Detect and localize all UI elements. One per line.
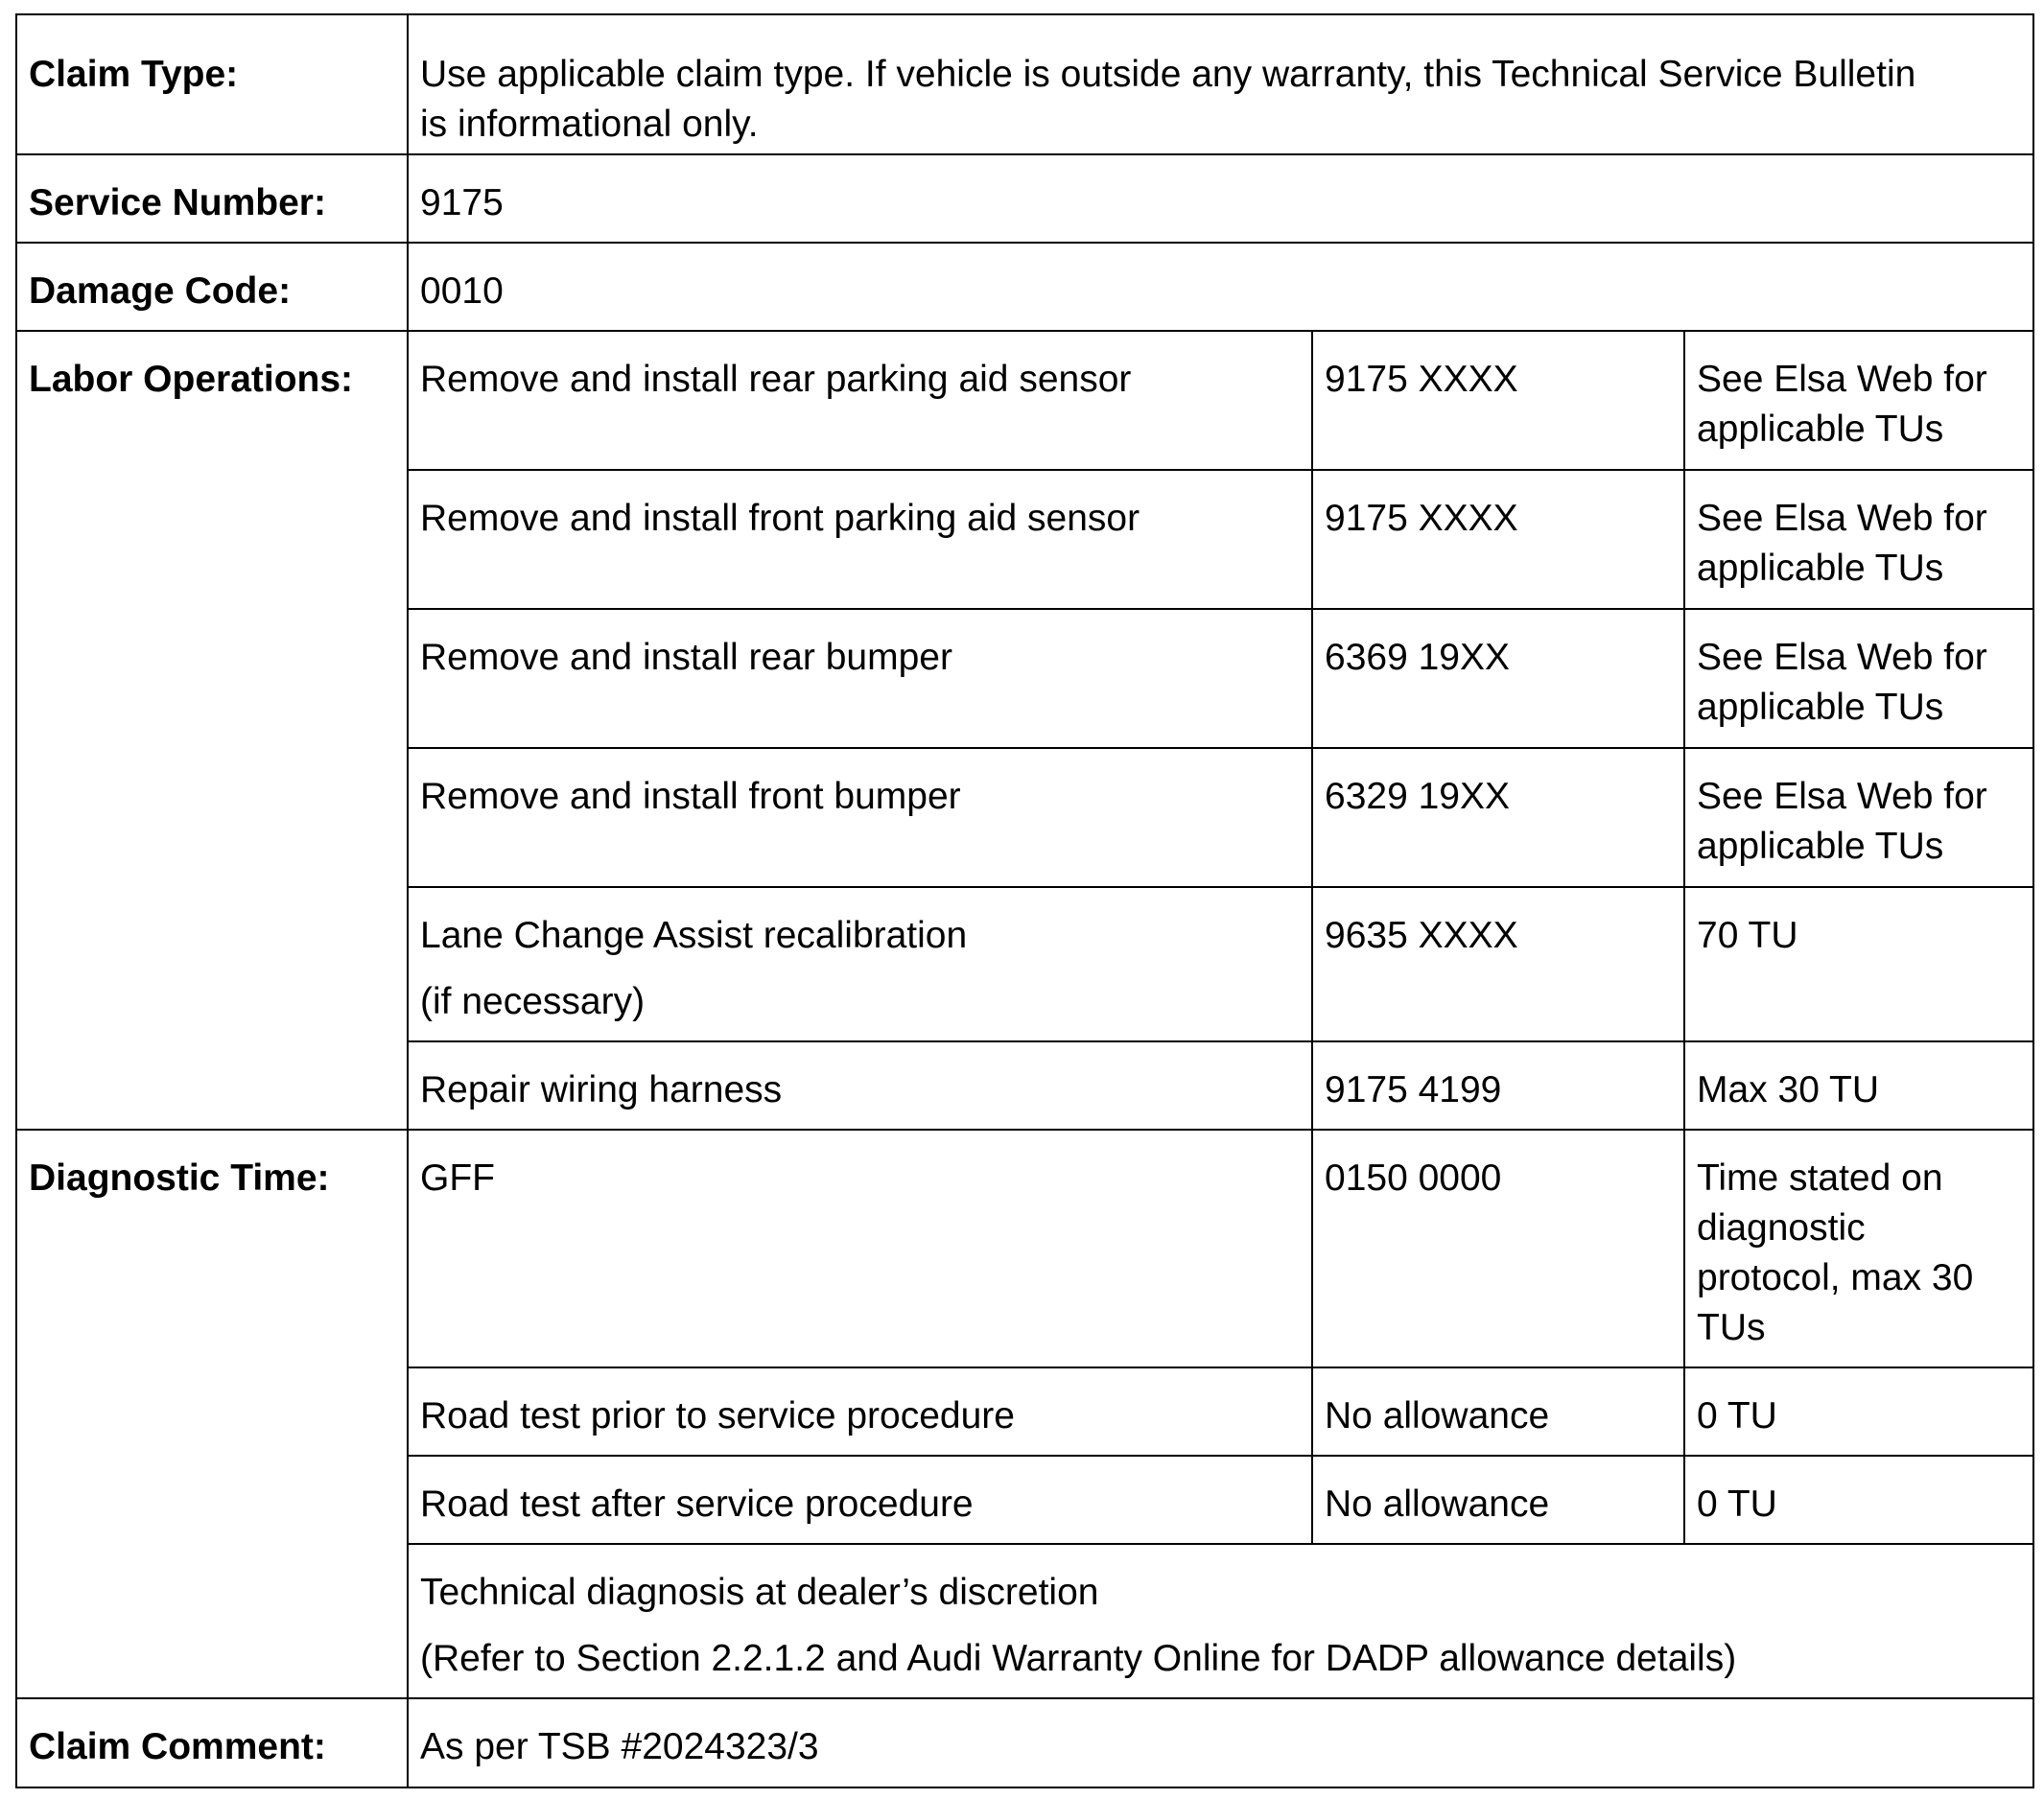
labor-code: 6329 19XX <box>1325 776 1511 817</box>
labor-description-cell <box>408 887 1312 1041</box>
service-number-row <box>16 154 2033 243</box>
service-number-label: Service Number: <box>29 182 326 223</box>
labor-time <box>1697 332 2021 455</box>
labor-time-cell <box>1684 609 2033 748</box>
labor-description: Remove and install front parking aid sensor <box>420 498 1140 539</box>
labor-time-cell <box>1684 331 2033 470</box>
labor-description <box>420 888 1300 1027</box>
labor-code-cell <box>1312 1041 1684 1130</box>
labor-operations-label: Labor Operations: <box>29 359 354 400</box>
labor-description-line-2: (if necessary) <box>420 981 646 1022</box>
claim-type-value-cell <box>408 14 2033 154</box>
damage-code-row <box>16 243 2033 331</box>
labor-description: Remove and install rear parking aid sensor <box>420 359 1132 400</box>
labor-description-cell <box>408 609 1312 748</box>
diagnostic-time-line-2: diagnostic <box>1697 1207 1866 1249</box>
diagnostic-description-cell <box>408 1367 1312 1456</box>
diagnostic-description-cell <box>408 1130 1312 1367</box>
diagnostic-time-label: Diagnostic Time: <box>29 1157 330 1199</box>
labor-operations-label-cell <box>16 331 408 1130</box>
diagnostic-code-cell <box>1312 1456 1684 1544</box>
labor-code-cell <box>1312 748 1684 887</box>
diagnostic-time-cell <box>1684 1367 2033 1456</box>
diagnostic-code: 0150 0000 <box>1325 1157 1502 1199</box>
diagnostic-description: Road test after service procedure <box>420 1484 974 1525</box>
diagnostic-time-line-1: Time stated on <box>1697 1157 1943 1199</box>
labor-description-cell <box>408 1041 1312 1130</box>
claim-type-line-2: is informational only. <box>420 104 759 145</box>
damage-code-value: 0010 <box>420 270 504 312</box>
labor-time-cell <box>1684 470 2033 609</box>
labor-time-line-1: See Elsa Web for <box>1697 637 1987 678</box>
labor-time-cell <box>1684 748 2033 887</box>
labor-time-line-1: See Elsa Web for <box>1697 498 1987 539</box>
labor-time-line-2: applicable TUs <box>1697 409 1944 450</box>
diagnostic-description: Road test prior to service procedure <box>420 1395 1015 1437</box>
diagnostic-time-line-3: protocol, max 30 <box>1697 1257 1974 1298</box>
diagnostic-code: No allowance <box>1325 1484 1550 1525</box>
diagnostic-time-label-cell <box>16 1130 408 1698</box>
claim-type-label: Claim Type: <box>29 54 239 95</box>
labor-code-cell <box>1312 470 1684 609</box>
damage-code-label-cell <box>16 243 408 331</box>
labor-time-line-1: See Elsa Web for <box>1697 359 1987 400</box>
damage-code-label: Damage Code: <box>29 270 292 312</box>
labor-code: 9635 XXXX <box>1325 915 1518 956</box>
labor-code: 9175 XXXX <box>1325 359 1518 400</box>
technical-diagnosis-text <box>420 1545 2021 1684</box>
labor-time: Max 30 TU <box>1697 1069 1880 1110</box>
labor-description-line-1: Lane Change Assist recalibration <box>420 915 968 956</box>
labor-operation-row <box>16 331 2033 470</box>
diagnostic-time-cell <box>1684 1130 2033 1367</box>
labor-time-cell <box>1684 1041 2033 1130</box>
technical-diagnosis-cell <box>408 1544 2033 1698</box>
labor-code: 9175 XXXX <box>1325 498 1518 539</box>
labor-time-cell <box>1684 887 2033 1041</box>
diagnostic-description: GFF <box>420 1157 495 1199</box>
claim-comment-value: As per TSB #2024323/3 <box>420 1726 819 1767</box>
diagnostic-time-text: 0 TU <box>1697 1395 1777 1437</box>
diagnostic-time-text <box>1697 1131 2021 1353</box>
diagnostic-gff-row <box>16 1130 2033 1367</box>
service-number-value: 9175 <box>420 182 504 223</box>
labor-description-cell <box>408 748 1312 887</box>
labor-code: 9175 4199 <box>1325 1069 1502 1110</box>
technical-diagnosis-line-1: Technical diagnosis at dealer’s discretion <box>420 1572 1099 1613</box>
labor-code-cell <box>1312 331 1684 470</box>
claim-comment-label: Claim Comment: <box>29 1726 326 1767</box>
diagnostic-code-cell <box>1312 1367 1684 1456</box>
labor-description-cell <box>408 331 1312 470</box>
claim-type-line-1: Use applicable claim type. If vehicle is outside any warranty, this Technical Service Bulletin <box>420 54 1916 95</box>
labor-description-cell <box>408 470 1312 609</box>
claim-type-row <box>16 14 2033 154</box>
labor-description: Repair wiring harness <box>420 1069 783 1110</box>
labor-description: Remove and install rear bumper <box>420 637 952 678</box>
diagnostic-code-cell <box>1312 1130 1684 1367</box>
labor-time: 70 TU <box>1697 915 1798 956</box>
diagnostic-time-line-4: TUs <box>1697 1307 1766 1348</box>
diagnostic-time-cell <box>1684 1456 2033 1544</box>
labor-time-line-1: See Elsa Web for <box>1697 776 1987 817</box>
technical-diagnosis-line-2: (Refer to Section 2.2.1.2 and Audi Warranty Online for DADP allowance details) <box>420 1638 1737 1679</box>
labor-time-line-2: applicable TUs <box>1697 687 1944 728</box>
diagnostic-description-cell <box>408 1456 1312 1544</box>
claim-type-value <box>420 15 2021 150</box>
labor-time-line-2: applicable TUs <box>1697 548 1944 589</box>
labor-time <box>1697 610 2021 733</box>
labor-code-cell <box>1312 609 1684 748</box>
service-number-value-cell <box>408 154 2033 243</box>
warranty-claim-table <box>15 13 2034 1788</box>
labor-time-line-2: applicable TUs <box>1697 826 1944 867</box>
claim-comment-value-cell <box>408 1698 2033 1787</box>
claim-comment-row <box>16 1698 2033 1787</box>
labor-description: Remove and install front bumper <box>420 776 961 817</box>
claim-comment-label-cell <box>16 1698 408 1787</box>
service-number-label-cell <box>16 154 408 243</box>
damage-code-value-cell <box>408 243 2033 331</box>
labor-time <box>1697 471 2021 594</box>
diagnostic-time-text: 0 TU <box>1697 1484 1777 1525</box>
labor-code: 6369 19XX <box>1325 637 1511 678</box>
claim-type-label-cell <box>16 14 408 154</box>
diagnostic-code: No allowance <box>1325 1395 1550 1437</box>
labor-time <box>1697 749 2021 872</box>
labor-code-cell <box>1312 887 1684 1041</box>
